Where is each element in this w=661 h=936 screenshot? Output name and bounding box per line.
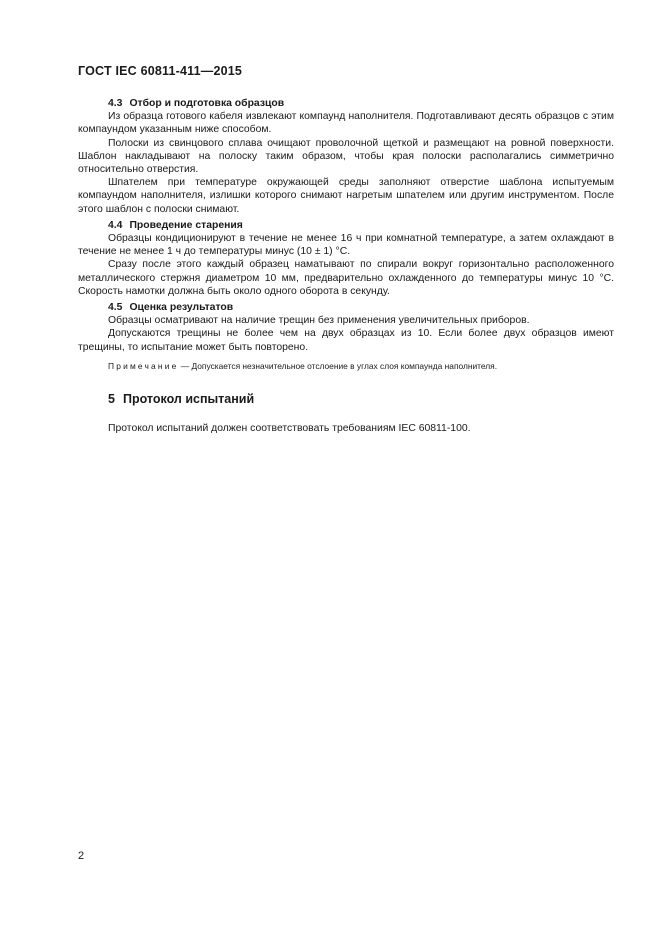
page-number: 2 (78, 850, 85, 862)
paragraph: Допускаются трещины не более чем на двух образцах из 10. Если более двух образцов имеют трещины, то испытание может быть повторено. (78, 328, 614, 353)
note-label: Примечание (108, 360, 179, 371)
section-number: 4.4 (108, 219, 123, 231)
section-heading-4-5 (78, 301, 614, 314)
paragraph: Шпателем при температуре окружающей среды заполняют отверстие шаблона испытуемым компаундом наполнителя, излишки которого снимают нагретым шпателем или другим инструментом. После этого шаблон с полоски снимают. (78, 177, 614, 215)
paragraph: Образцы осматривают на наличие трещин без применения увеличительных приборов. (108, 315, 530, 327)
section-number: 4.5 (108, 302, 123, 314)
note (78, 360, 614, 373)
section-heading-4-4 (78, 219, 614, 232)
paragraph: Из образца готового кабеля извлекают компаунд наполнителя. Подготавливают десять образцов с этим компаундом указанным ниже способом. (78, 111, 614, 136)
document-body (78, 94, 614, 435)
document-header: ГОСТ IEC 60811-411—2015 (78, 64, 243, 78)
section-number: 4.3 (108, 98, 123, 109)
section-number: 5 (108, 392, 115, 407)
section-title: Протокол испытаний (122, 392, 255, 407)
paragraph: Сразу после этого каждый образец наматывают по спирали вокруг горизонтально расположенного металлического стержня диаметром 10 мм, предварительно охлажденного до температуры минус 10 °С. Скорость намотки должна быть около одного оборота в секунду. (78, 259, 614, 297)
section-heading-5 (78, 393, 614, 406)
section-heading-4-3 (78, 97, 614, 110)
paragraph: Протокол испытаний должен соответствовать требованиям IEC 60811-100. (108, 423, 471, 435)
section-title: Проведение старения (129, 219, 243, 231)
note-text: — Допускается незначительное отслоение в углах слоя компаунда наполнителя. (178, 360, 498, 371)
section-title: Оценка результатов (129, 302, 234, 314)
section-title: Отбор и подготовка образцов (129, 98, 285, 109)
paragraph: Образцы кондиционируют в течение не менее 16 ч при комнатной температуре, а затем охлаждают в течение не менее 1 ч до температуры минус (10 ± 1) °С. (78, 233, 614, 258)
paragraph: Полоски из свинцового сплава очищают проволочной щеткой и размещают на ровной поверхности. Шаблон накладывают на полоску таким образом, чтобы края полоски располагались симметрично относительно отверстия. (78, 137, 614, 176)
